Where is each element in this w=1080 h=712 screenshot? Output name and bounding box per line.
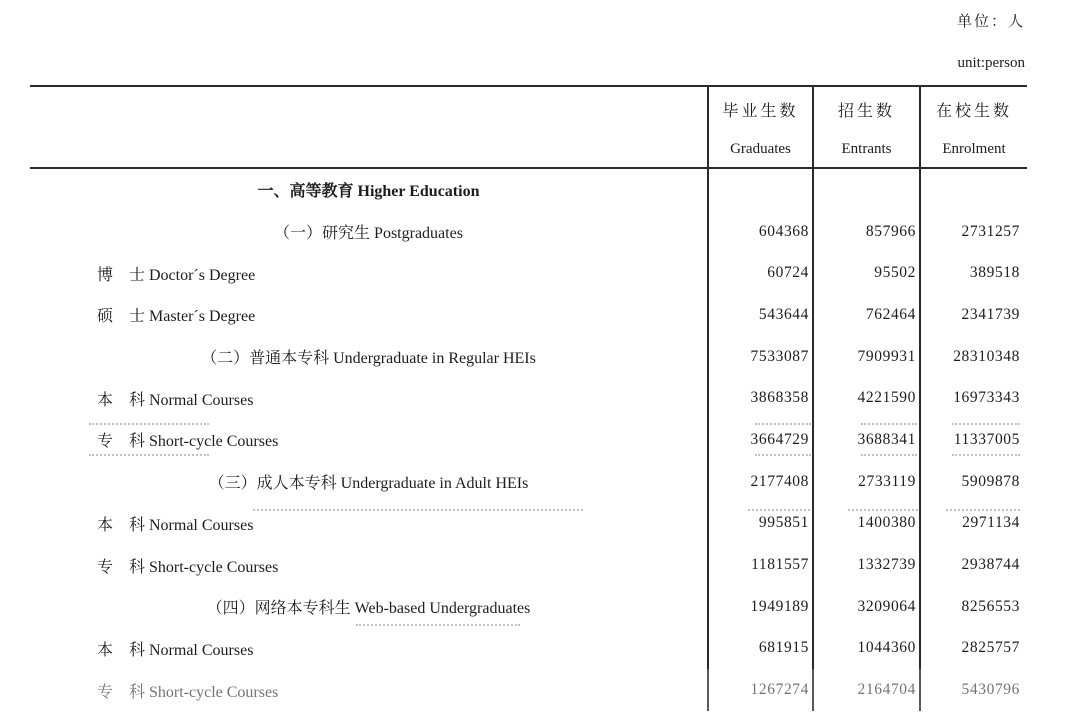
row-label: （一）研究生 Postgraduates <box>274 225 463 243</box>
table-row <box>30 377 1027 419</box>
graduates-value: 1949189 <box>707 586 812 628</box>
enrolment-value: 11337005 <box>919 419 1027 461</box>
enrolment-value: 2825757 <box>919 628 1027 670</box>
graduates-value: 60724 <box>707 252 812 294</box>
ghost-artifact <box>89 454 209 456</box>
entrants-header-zh: 招生数 <box>837 103 895 120</box>
enrolment-value: 2731257 <box>919 211 1027 253</box>
table-row <box>30 294 1027 336</box>
row-label: 专 科 Short-cycle Courses <box>97 683 279 701</box>
table-header-row <box>30 85 1027 169</box>
row-label: （二）普通本专科 Undergraduate in Regular HEIs <box>201 350 536 368</box>
entrants-value: 762464 <box>812 294 919 336</box>
table-row <box>30 544 1027 586</box>
education-statistics-table <box>30 85 1027 711</box>
graduates-value: 543644 <box>707 294 812 336</box>
ghost-artifact <box>952 423 1020 425</box>
row-label: （四）网络本专科生 Web-based Undergraduates <box>206 600 531 618</box>
enrolment-value: 2938744 <box>919 544 1027 586</box>
header-cell-graduates <box>707 87 812 167</box>
table-body <box>30 169 1027 711</box>
enrolment-value: 389518 <box>919 252 1027 294</box>
entrants-value: 1332739 <box>812 544 919 586</box>
row-label: 本 科 Normal Courses <box>97 516 254 534</box>
enrolment-value: 28310348 <box>919 336 1027 378</box>
table-row <box>30 336 1027 378</box>
graduates-value: 1267274 <box>707 669 812 711</box>
entrants-value: 857966 <box>812 211 919 253</box>
row-label: 一、高等教育 Higher Education <box>257 183 480 201</box>
table-row <box>30 461 1027 503</box>
row-label: 专 科 Short-cycle Courses <box>97 558 279 576</box>
ghost-artifact <box>861 454 917 456</box>
unit-label-en: unit:person <box>957 55 1025 71</box>
ghost-artifact <box>89 423 209 425</box>
row-label: 专 科 Short-cycle Courses <box>97 433 279 451</box>
ghost-artifact <box>755 423 811 425</box>
row-label: （三）成人本专科 Undergraduate in Adult HEIs <box>208 475 529 493</box>
graduates-value: 681915 <box>707 628 812 670</box>
table-row <box>30 669 1027 711</box>
ghost-artifact <box>848 509 918 511</box>
table-row <box>30 211 1027 253</box>
ghost-artifact <box>946 509 1020 511</box>
ghost-artifact <box>748 509 810 511</box>
entrants-value: 3209064 <box>812 586 919 628</box>
entrants-value: 1400380 <box>812 503 919 545</box>
ghost-artifact <box>952 454 1020 456</box>
unit-label-zh: 单位：人 <box>956 14 1025 30</box>
graduates-value <box>707 169 812 211</box>
enrolment-value: 16973343 <box>919 377 1027 419</box>
graduates-value: 995851 <box>707 503 812 545</box>
table-row <box>30 252 1027 294</box>
enrolment-header-en: Enrolment <box>942 141 1006 157</box>
header-cell-entrants <box>812 87 919 167</box>
ghost-artifact <box>356 624 520 626</box>
enrolment-value: 2341739 <box>919 294 1027 336</box>
entrants-value: 2733119 <box>812 461 919 503</box>
graduates-value: 1181557 <box>707 544 812 586</box>
enrolment-value: 5909878 <box>919 461 1027 503</box>
ghost-artifact <box>755 454 811 456</box>
enrolment-value: 5430796 <box>919 669 1027 711</box>
enrolment-value: 8256553 <box>919 586 1027 628</box>
table-row <box>30 628 1027 670</box>
ghost-artifact <box>253 509 583 511</box>
table-row <box>30 169 1027 211</box>
graduates-value: 2177408 <box>707 461 812 503</box>
header-cell-enrolment <box>919 87 1027 167</box>
row-label: 本 科 Normal Courses <box>97 641 254 659</box>
entrants-value: 95502 <box>812 252 919 294</box>
row-label: 本 科 Normal Courses <box>97 391 254 409</box>
entrants-value <box>812 169 919 211</box>
row-label: 博 士 Doctor´s Degree <box>97 266 256 284</box>
header-cell-empty <box>30 87 707 167</box>
ghost-artifact <box>861 423 917 425</box>
entrants-value: 2164704 <box>812 669 919 711</box>
graduates-value: 3868358 <box>707 377 812 419</box>
row-label: 硕 士 Master´s Degree <box>97 308 256 326</box>
entrants-value: 4221590 <box>812 377 919 419</box>
enrolment-value <box>919 169 1027 211</box>
graduates-header-zh: 毕业生数 <box>722 103 799 120</box>
graduates-value: 604368 <box>707 211 812 253</box>
entrants-value: 3688341 <box>812 419 919 461</box>
graduates-value: 3664729 <box>707 419 812 461</box>
table-row <box>30 586 1027 628</box>
entrants-value: 7909931 <box>812 336 919 378</box>
graduates-value: 7533087 <box>707 336 812 378</box>
enrolment-header-zh: 在校生数 <box>935 103 1012 120</box>
enrolment-value: 2971134 <box>919 503 1027 545</box>
graduates-header-en: Graduates <box>730 141 791 157</box>
entrants-header-en: Entrants <box>841 141 892 157</box>
entrants-value: 1044360 <box>812 628 919 670</box>
